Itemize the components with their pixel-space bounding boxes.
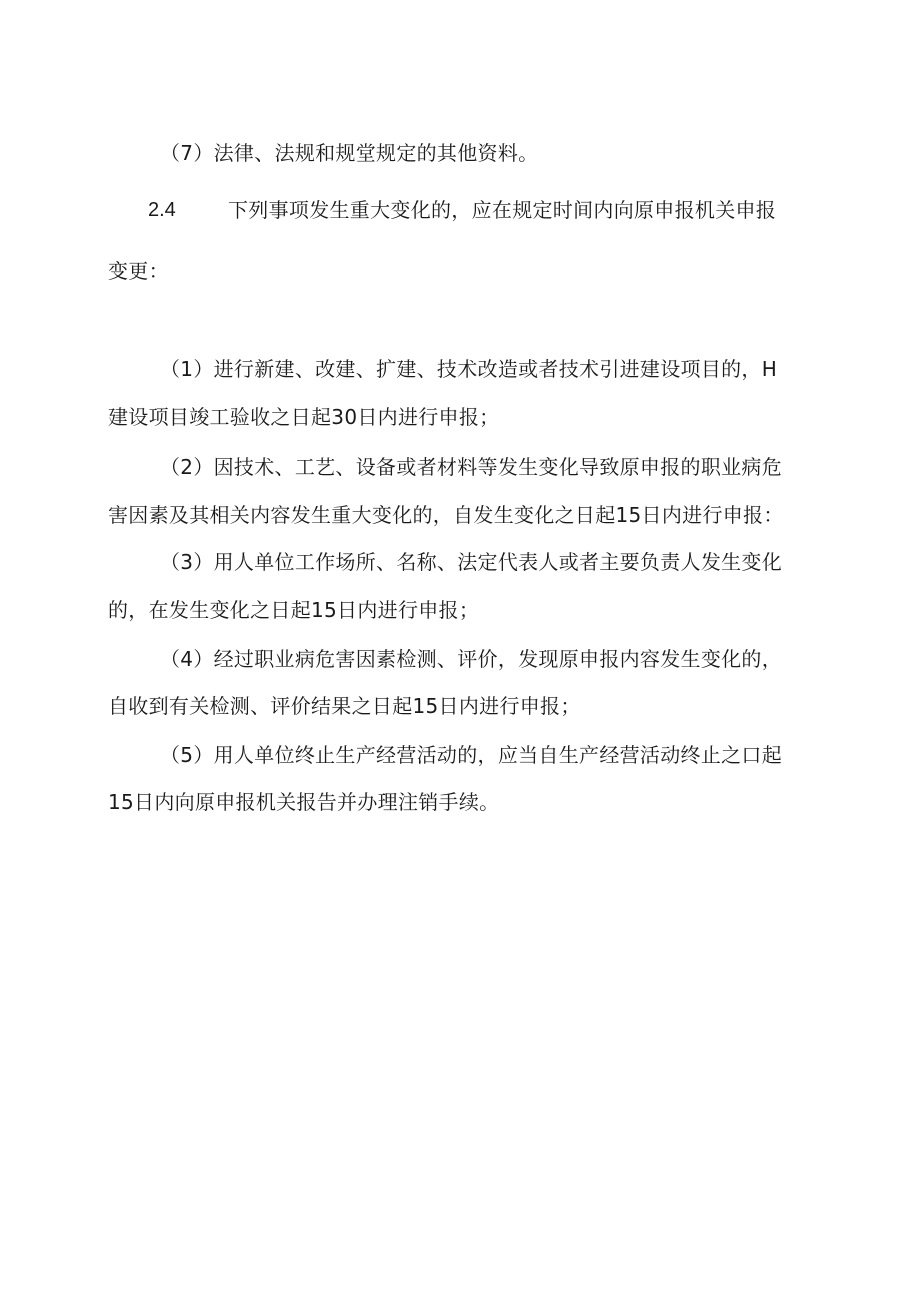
item-1-line2: 建设项目竣工验收之日起30日内进行申报； <box>108 405 500 429</box>
item-4-line1: （4）经过职业病危害因素检测、评价，发现原申报内容发生变化的， <box>160 647 783 671</box>
item-2-line1: （2）因技术、工艺、设备或者材料等发生变化导致原申报的职业病危 <box>160 455 783 479</box>
item-4-line2: 自收到有关检测、评价结果之日起15日内进行申报； <box>108 694 581 718</box>
item-2-line2: 害因素及其相关内容发生重大变化的，自发生变化之日起15日内进行申报： <box>108 503 784 527</box>
item-3-line1: （3）用人单位工作场所、名称、法定代表人或者主要负责人发生变化 <box>160 550 783 574</box>
section-heading-line1: 下列事项发生重大变化的，应在规定时间内向原申报机关申报 <box>228 198 777 222</box>
item-7-text: （7）法律、法规和规堂规定的其他资料。 <box>160 141 539 165</box>
item-5-line1: （5）用人单位终止生产经营活动的，应当自生产经营活动终止之口起 <box>160 743 783 767</box>
section-number: 2.4 <box>148 199 176 221</box>
item-1-line1: （1）进行新建、改建、扩建、技术改造或者技术引进建设项目的，H <box>160 357 778 381</box>
item-5-line2: 15日内向原申报机关报告并办理注销手续。 <box>108 790 500 814</box>
item-3-line2: 的，在发生变化之日起15日内进行申报； <box>108 598 480 622</box>
section-heading-line2: 变更： <box>108 259 169 283</box>
